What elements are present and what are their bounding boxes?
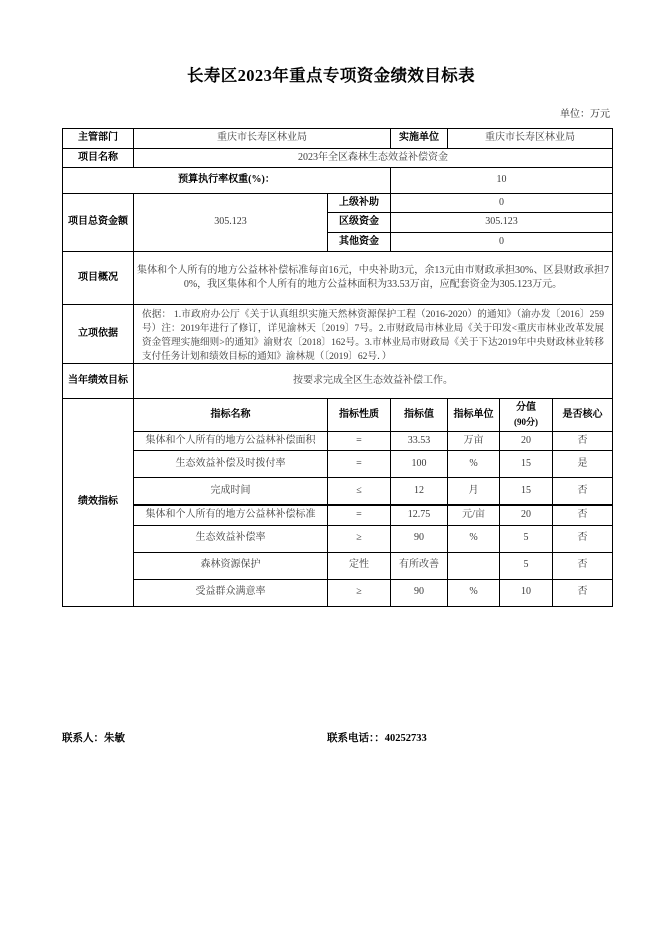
header-score-main: 分值 <box>516 402 536 413</box>
total-amount-label: 项目总资金额 <box>63 193 134 252</box>
header-indicator-name: 指标名称 <box>134 399 328 432</box>
indicator-name: 生态效益补偿及时拨付率 <box>134 451 328 478</box>
table-row <box>63 579 613 606</box>
table-row-basis <box>63 305 613 364</box>
table-row-superior-subsidy <box>63 193 613 213</box>
indicator-value: 100 <box>391 451 448 478</box>
indicator-nature: ≥ <box>328 579 391 606</box>
indicator-value: 12.75 <box>391 505 448 525</box>
indicator-unit: 万亩 <box>448 431 500 451</box>
indicator-name: 受益群众满意率 <box>134 579 328 606</box>
indicator-unit: % <box>448 451 500 478</box>
contact-phone: 联系电话：：40252733 <box>327 733 427 744</box>
indicator-nature: ≥ <box>328 525 391 552</box>
indicator-core: 否 <box>553 431 613 451</box>
indicator-core: 否 <box>553 478 613 506</box>
header-indicator-value: 指标值 <box>391 399 448 432</box>
indicator-core: 是 <box>553 451 613 478</box>
basis-cell <box>134 305 613 364</box>
indicator-unit <box>448 552 500 579</box>
basis-label: 立项依据 <box>63 305 134 364</box>
superior-subsidy-label: 上级补助 <box>328 193 391 213</box>
table-row <box>63 478 613 506</box>
indicator-core: 否 <box>553 552 613 579</box>
other-fund-label: 其他资金 <box>328 232 391 252</box>
district-fund-label: 区级资金 <box>328 213 391 233</box>
table-row-budget-rate <box>63 168 613 194</box>
basis-value: 依据： 1.市政府办公厅《关于认真组织实施天然林资源保护工程（2016-2020）的通知》（渝办发〔2016〕259号）注：2019年进行了修订，详见渝林天〔2019〕7号。2.市财政局市林业局《关于印发<重庆市林业改革发展资金管理实施细则>的通知》渝财农〔2018〕162号。3.市林业局市财政局《关于下达2019年中央财政林业转移支付任务计划和绩效目标的通知》渝林规（〔2019〕62号．） <box>142 309 605 362</box>
indicator-value: 33.53 <box>391 431 448 451</box>
indicator-score: 20 <box>500 505 553 525</box>
table-row-goal <box>63 364 613 399</box>
table-row <box>63 431 613 451</box>
indicator-nature: = <box>328 505 391 525</box>
indicators-section-label: 绩效指标 <box>63 399 134 607</box>
indicator-nature: = <box>328 451 391 478</box>
indicator-core: 否 <box>553 579 613 606</box>
indicator-name: 完成时间 <box>134 478 328 506</box>
indicator-unit: 元/亩 <box>448 505 500 525</box>
indicator-header-row <box>63 399 613 432</box>
indicator-core: 否 <box>553 525 613 552</box>
indicator-core: 否 <box>553 505 613 525</box>
indicator-nature: = <box>328 431 391 451</box>
indicator-unit: 月 <box>448 478 500 506</box>
indicator-value: 有所改善 <box>391 552 448 579</box>
impl-value: 重庆市长寿区林业局 <box>448 129 613 149</box>
dept-value: 重庆市长寿区林业局 <box>134 129 391 149</box>
indicator-name: 森林资源保护 <box>134 552 328 579</box>
indicator-name: 生态效益补偿率 <box>134 525 328 552</box>
indicator-nature: 定性 <box>328 552 391 579</box>
table-row <box>63 525 613 552</box>
indicator-name: 集体和个人所有的地方公益林补偿面积 <box>134 431 328 451</box>
dept-label: 主管部门 <box>63 129 134 149</box>
budget-rate-label: 预算执行率权重(%)： <box>63 168 391 194</box>
unit-note: 单位：万元 <box>560 109 610 120</box>
goal-label: 当年绩效目标 <box>63 364 134 399</box>
header-score-sub: (90分) <box>514 416 538 427</box>
page-title: 长寿区2023年重点专项资金绩效目标表 <box>186 66 476 85</box>
header-indicator-score <box>500 399 553 432</box>
table-row-dept <box>63 129 613 149</box>
superior-subsidy-value: 0 <box>391 193 613 213</box>
budget-rate-value: 10 <box>391 168 613 194</box>
indicator-name: 集体和个人所有的地方公益林补偿标准 <box>134 505 328 525</box>
other-fund-value: 0 <box>391 232 613 252</box>
indicator-nature: ≤ <box>328 478 391 506</box>
table-row <box>63 552 613 579</box>
indicator-score: 20 <box>500 431 553 451</box>
table-row-project-name <box>63 148 613 168</box>
goal-value: 按要求完成全区生态效益补偿工作。 <box>134 364 613 399</box>
header-indicator-nature: 指标性质 <box>328 399 391 432</box>
header-indicator-core: 是否核心 <box>553 399 613 432</box>
indicator-score: 15 <box>500 451 553 478</box>
table-row-overview <box>63 252 613 305</box>
table-row <box>63 451 613 478</box>
indicator-score: 5 <box>500 525 553 552</box>
indicator-value: 12 <box>391 478 448 506</box>
overview-value: 集体和个人所有的地方公益林补偿标准每亩16元，中央补助3元，余13元由市财政承担30%、区县财政承担70%，我区集体和个人所有的地方公益林面积为33.53万亩，应配套资金为305.123万元。 <box>134 252 613 305</box>
overview-label: 项目概况 <box>63 252 134 305</box>
indicator-score: 5 <box>500 552 553 579</box>
header-indicator-unit: 指标单位 <box>448 399 500 432</box>
contact-person: 联系人：朱敏 <box>62 733 125 744</box>
indicator-value: 90 <box>391 579 448 606</box>
indicator-score: 15 <box>500 478 553 506</box>
table-row <box>63 505 613 525</box>
district-fund-value: 305.123 <box>391 213 613 233</box>
impl-label: 实施单位 <box>391 129 448 149</box>
indicator-unit: % <box>448 579 500 606</box>
project-name-label: 项目名称 <box>63 148 134 168</box>
indicator-unit: % <box>448 525 500 552</box>
total-amount-value: 305.123 <box>134 193 328 252</box>
indicator-value: 90 <box>391 525 448 552</box>
project-name-value: 2023年全区森林生态效益补偿资金 <box>134 148 613 168</box>
performance-target-table <box>62 128 613 607</box>
indicator-score: 10 <box>500 579 553 606</box>
